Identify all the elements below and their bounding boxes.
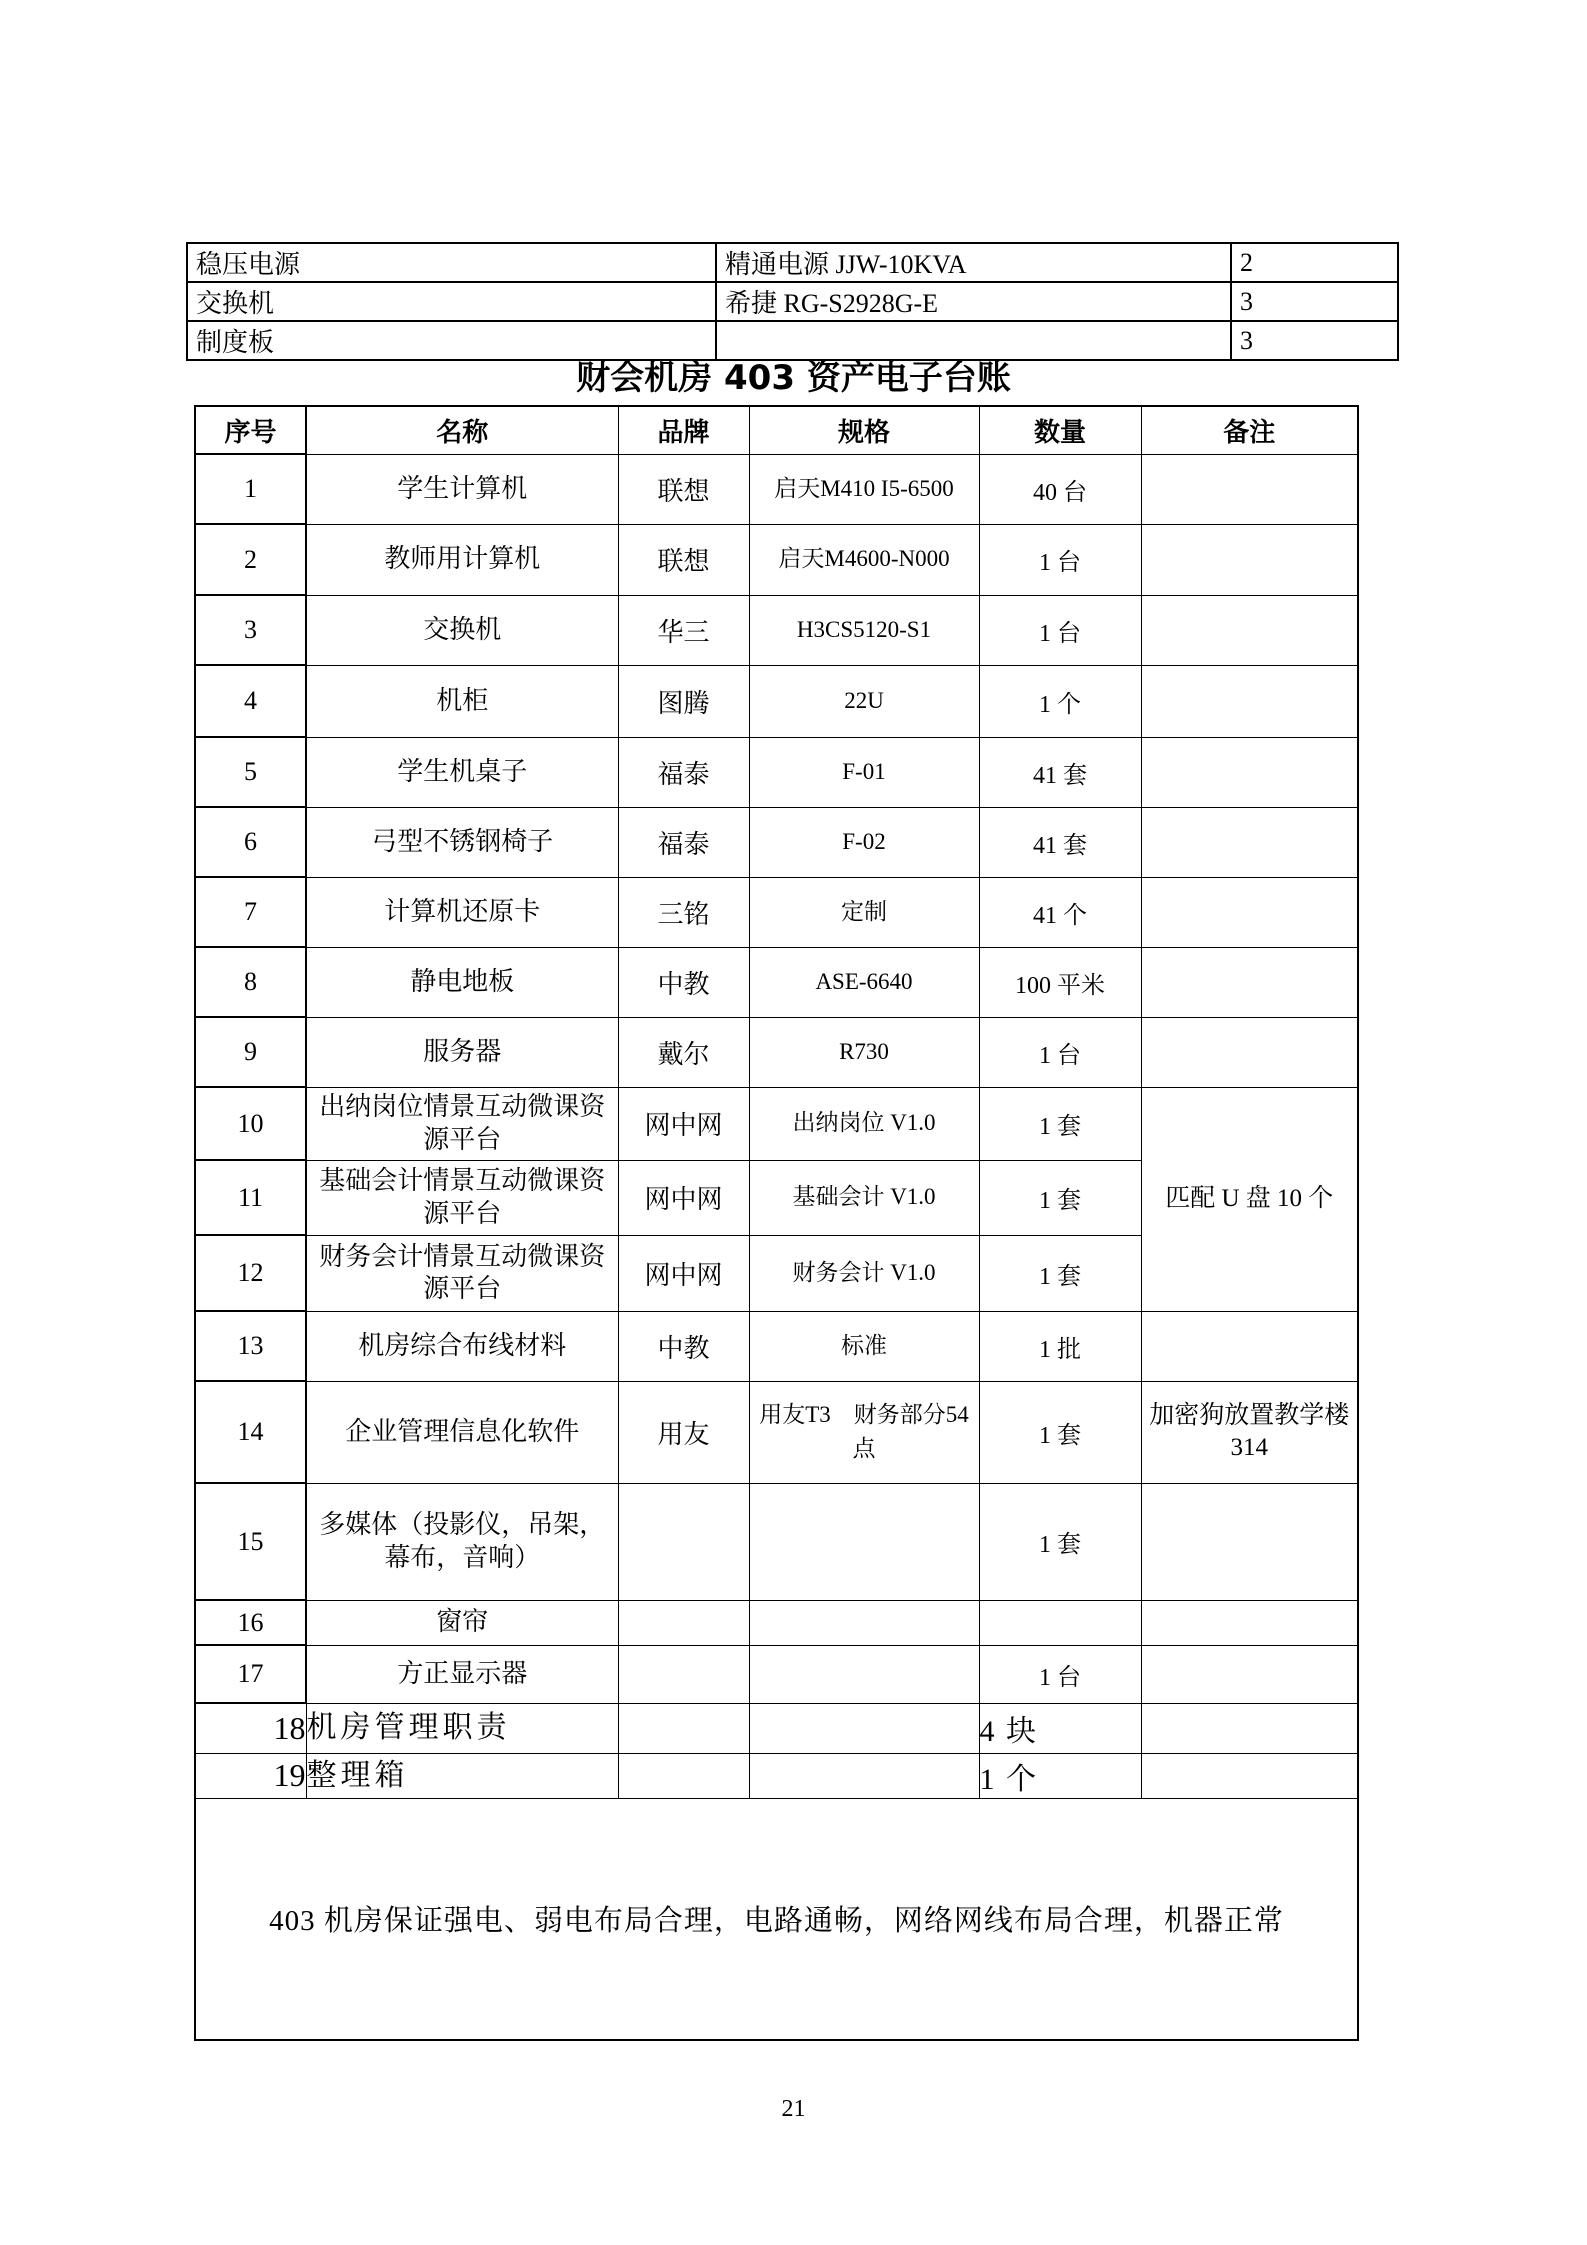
remark-cell — [1141, 877, 1358, 947]
remark-cell — [1141, 1600, 1358, 1645]
qty-cell: 1 套 — [979, 1235, 1141, 1311]
spec-cell: 基础会计 V1.0 — [749, 1160, 979, 1235]
name-cell: 计算机还原卡 — [306, 877, 618, 947]
remark-cell — [1141, 454, 1358, 524]
top-table-row — [187, 243, 1398, 282]
top-spec-cell: 希捷 RG-S2928G-E — [716, 282, 1231, 321]
qty-cell: 1 个 — [979, 665, 1141, 737]
qty-cell: 1 台 — [979, 524, 1141, 595]
asset-row — [195, 1753, 1358, 1798]
brand-cell: 华三 — [618, 595, 749, 665]
qty-cell: 1 台 — [979, 1017, 1141, 1087]
serial-cell: 8 — [195, 947, 306, 1017]
serial-cell: 13 — [195, 1311, 306, 1381]
qty-cell: 1 批 — [979, 1311, 1141, 1381]
name-cell: 财务会计情景互动微课资源平台 — [306, 1235, 618, 1311]
serial-cell: 3 — [195, 595, 306, 665]
col-header-brand: 品牌 — [618, 406, 749, 454]
spec-cell: 标准 — [749, 1311, 979, 1381]
remark-cell — [1141, 524, 1358, 595]
top-name-cell: 稳压电源 — [187, 243, 716, 282]
remark-cell — [1141, 1483, 1358, 1600]
brand-cell: 三铭 — [618, 877, 749, 947]
page-number: 21 — [781, 2096, 806, 2122]
asset-row — [195, 1600, 1358, 1645]
spec-cell: F-02 — [749, 807, 979, 877]
spec-cell: F-01 — [749, 737, 979, 807]
asset-table — [194, 405, 1359, 2041]
top-qty-cell: 3 — [1231, 282, 1398, 321]
serial-cell: 14 — [195, 1381, 306, 1483]
qty-cell: 1 个 — [979, 1753, 1141, 1798]
header-row — [195, 406, 1358, 454]
serial-cell: 10 — [195, 1087, 306, 1160]
brand-cell: 中教 — [618, 1311, 749, 1381]
serial-cell: 1 — [195, 454, 306, 524]
qty-cell: 41 个 — [979, 877, 1141, 947]
qty-cell: 1 台 — [979, 595, 1141, 665]
asset-row — [195, 595, 1358, 665]
top-qty-cell: 2 — [1231, 243, 1398, 282]
room-note: 403 机房保证强电、弱电布局合理，电路通畅，网络网线布局合理，机器正常 — [195, 1798, 1358, 2040]
top-spec-cell — [716, 321, 1231, 360]
remark-cell — [1141, 1645, 1358, 1703]
serial-cell: 11 — [195, 1160, 306, 1235]
asset-row — [195, 1703, 1358, 1753]
name-cell: 学生计算机 — [306, 454, 618, 524]
qty-cell: 100 平米 — [979, 947, 1141, 1017]
spec-cell — [749, 1645, 979, 1703]
brand-cell: 网中网 — [618, 1235, 749, 1311]
brand-cell: 中教 — [618, 947, 749, 1017]
col-header-name: 名称 — [306, 406, 618, 454]
remark-cell — [1141, 947, 1358, 1017]
asset-row — [195, 1645, 1358, 1703]
col-header-qty: 数量 — [979, 406, 1141, 454]
remark-cell — [1141, 595, 1358, 665]
serial-cell: 9 — [195, 1017, 306, 1087]
brand-cell — [618, 1645, 749, 1703]
qty-cell: 1 台 — [979, 1645, 1141, 1703]
top-table-row — [187, 321, 1398, 360]
qty-cell: 1 套 — [979, 1087, 1141, 1160]
spec-cell: 启天M410 I5-6500 — [749, 454, 979, 524]
remark-cell — [1141, 737, 1358, 807]
serial-cell: 6 — [195, 807, 306, 877]
name-cell: 弓型不锈钢椅子 — [306, 807, 618, 877]
qty-cell: 40 台 — [979, 454, 1141, 524]
asset-row — [195, 737, 1358, 807]
top-table-row — [187, 282, 1398, 321]
brand-cell — [618, 1483, 749, 1600]
note-row — [195, 1798, 1358, 2040]
serial-cell: 17 — [195, 1645, 306, 1703]
col-header-spec: 规格 — [749, 406, 979, 454]
remark-cell — [1141, 1017, 1358, 1087]
col-header-remark: 备注 — [1141, 406, 1358, 454]
name-cell: 方正显示器 — [306, 1645, 618, 1703]
asset-row — [195, 877, 1358, 947]
qty-cell: 1 套 — [979, 1160, 1141, 1235]
asset-row — [195, 807, 1358, 877]
asset-row — [195, 1017, 1358, 1087]
asset-row — [195, 1311, 1358, 1381]
asset-row — [195, 454, 1358, 524]
serial-cell: 18 — [195, 1703, 306, 1753]
asset-row — [195, 1381, 1358, 1483]
spec-cell: R730 — [749, 1017, 979, 1087]
spec-cell — [749, 1600, 979, 1645]
top-name-cell: 交换机 — [187, 282, 716, 321]
name-cell: 服务器 — [306, 1017, 618, 1087]
qty-cell: 41 套 — [979, 807, 1141, 877]
spec-cell: 定制 — [749, 877, 979, 947]
remark-cell — [1141, 1703, 1358, 1753]
name-cell: 多媒体（投影仪，吊架，幕布，音响） — [306, 1483, 618, 1600]
serial-cell: 7 — [195, 877, 306, 947]
spec-cell — [749, 1483, 979, 1600]
brand-cell: 网中网 — [618, 1087, 749, 1160]
name-cell: 机房综合布线材料 — [306, 1311, 618, 1381]
serial-cell: 16 — [195, 1600, 306, 1645]
spec-cell — [749, 1703, 979, 1753]
name-cell: 基础会计情景互动微课资源平台 — [306, 1160, 618, 1235]
remark-cell — [1141, 1311, 1358, 1381]
qty-cell: 1 套 — [979, 1483, 1141, 1600]
serial-cell: 12 — [195, 1235, 306, 1311]
name-cell: 交换机 — [306, 595, 618, 665]
serial-cell: 2 — [195, 524, 306, 595]
brand-cell — [618, 1600, 749, 1645]
qty-cell — [979, 1600, 1141, 1645]
name-cell: 机房管理职责 — [306, 1703, 618, 1753]
spec-cell: 启天M4600-N000 — [749, 524, 979, 595]
name-cell: 机柜 — [306, 665, 618, 737]
asset-row — [195, 665, 1358, 737]
spec-cell: 22U — [749, 665, 979, 737]
name-cell: 静电地板 — [306, 947, 618, 1017]
brand-cell: 福泰 — [618, 807, 749, 877]
serial-cell: 4 — [195, 665, 306, 737]
brand-cell: 联想 — [618, 454, 749, 524]
name-cell: 窗帘 — [306, 1600, 618, 1645]
spec-cell: ASE-6640 — [749, 947, 979, 1017]
brand-cell: 联想 — [618, 524, 749, 595]
name-cell: 整理箱 — [306, 1753, 618, 1798]
name-cell: 学生机桌子 — [306, 737, 618, 807]
top-table — [186, 242, 1399, 361]
asset-row — [195, 524, 1358, 595]
top-spec-cell: 精通电源 JJW-10KVA — [716, 243, 1231, 282]
serial-cell: 5 — [195, 737, 306, 807]
brand-cell: 网中网 — [618, 1160, 749, 1235]
asset-row — [195, 947, 1358, 1017]
col-header-no: 序号 — [195, 406, 306, 454]
top-name-cell: 制度板 — [187, 321, 716, 360]
brand-cell: 福泰 — [618, 737, 749, 807]
spec-cell: 出纳岗位 V1.0 — [749, 1087, 979, 1160]
name-cell: 企业管理信息化软件 — [306, 1381, 618, 1483]
serial-cell: 19 — [195, 1753, 306, 1798]
spec-cell — [749, 1753, 979, 1798]
remark-cell: 加密狗放置教学楼314 — [1141, 1381, 1358, 1483]
top-qty-cell: 3 — [1231, 321, 1398, 360]
name-cell: 教师用计算机 — [306, 524, 618, 595]
brand-cell: 图腾 — [618, 665, 749, 737]
spec-cell: H3CS5120-S1 — [749, 595, 979, 665]
spec-cell: 财务会计 V1.0 — [749, 1235, 979, 1311]
asset-row — [195, 1483, 1358, 1600]
remark-cell: 匹配 U 盘 10 个 — [1141, 1087, 1358, 1311]
qty-cell: 1 套 — [979, 1381, 1141, 1483]
remark-cell — [1141, 807, 1358, 877]
brand-cell — [618, 1703, 749, 1753]
name-cell: 出纳岗位情景互动微课资源平台 — [306, 1087, 618, 1160]
remark-cell — [1141, 1753, 1358, 1798]
brand-cell: 戴尔 — [618, 1017, 749, 1087]
brand-cell: 用友 — [618, 1381, 749, 1483]
page-title: 财会机房 403 资产电子台账 — [576, 358, 1011, 398]
serial-cell: 15 — [195, 1483, 306, 1600]
qty-cell: 4 块 — [979, 1703, 1141, 1753]
spec-cell: 用友T3 财务部分54点 — [749, 1381, 979, 1483]
remark-cell — [1141, 665, 1358, 737]
brand-cell — [618, 1753, 749, 1798]
asset-row — [195, 1087, 1358, 1160]
qty-cell: 41 套 — [979, 737, 1141, 807]
